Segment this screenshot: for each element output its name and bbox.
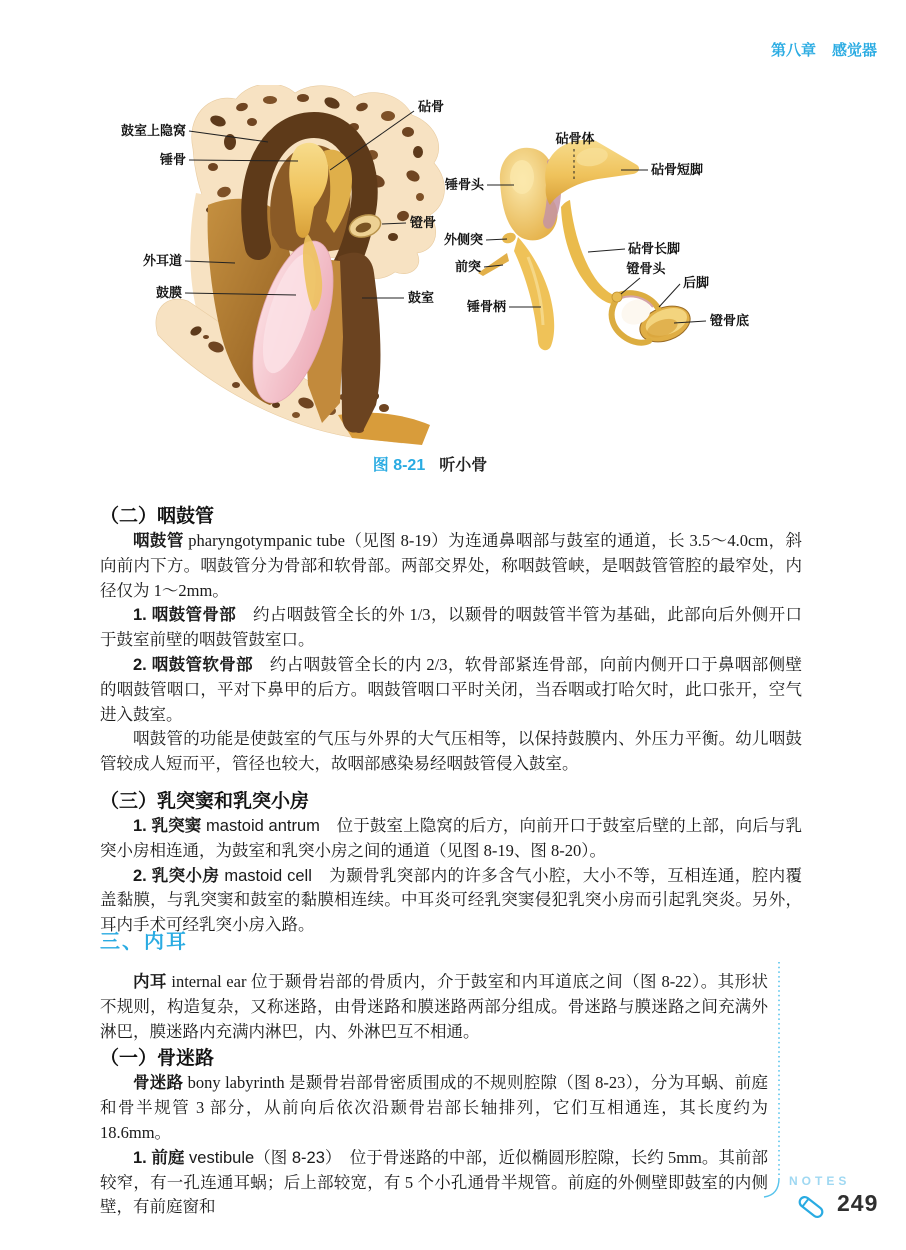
paragraph-lead: 骨迷路: [133, 1074, 184, 1093]
paragraph-bony-part: [100, 603, 802, 653]
paragraph-lead: 1. 前庭: [133, 1148, 185, 1167]
heading-bony-labyrinth: （一）骨迷路: [100, 1048, 215, 1070]
paragraph-lead: 内耳: [133, 973, 167, 991]
paragraph-vestibule: [100, 1146, 768, 1220]
figure-label-head-of-stapes: 镫骨头: [626, 261, 666, 276]
heading-pharyngotympanic-tube: （二）咽鼓管: [100, 506, 215, 527]
paragraph-bony-labyrinth: [100, 1071, 768, 1145]
paragraph-body: 位于鼓室上隐窝的后方，向前开口于鼓室后壁的上部，向后与乳突小房相连通，为鼓室和乳突小房之间的通道（见图 8-19、图 8-20）。: [100, 815, 802, 860]
paragraph-body: 约占咽鼓管全长的外 1/3，以颞骨的咽鼓管半管为基础，此部向后外侧开口于鼓室前壁的咽鼓管鼓室口。: [100, 605, 802, 650]
figure-caption: [100, 452, 760, 475]
figure-label-anterior-process: 前突: [454, 259, 481, 274]
paragraph-tube-function: 咽鼓管的功能是使鼓室的气压与外界的大气压相等，以保持鼓膜内、外压力平衡。幼儿咽鼓管较成人短而平，管径也较大，故咽部感染易经咽鼓管侵入鼓室。: [100, 729, 802, 774]
chapter-number: 第八章: [770, 42, 816, 59]
paragraph-lead: 咽鼓管: [133, 532, 184, 550]
chapter-title: 感觉器: [831, 42, 877, 59]
ossicles-figure-illustration: [100, 85, 760, 447]
paragraph-body: internal ear 位于颞骨岩部的骨质内，介于鼓室和内耳道底之间（图 8-22）。其形状不规则，构造复杂，又称迷路，由骨迷路和膜迷路两部分组成。骨迷路与膜迷路之间充满外淋巴，膜迷路内充满内淋巴，内、外淋巴互不相通。: [100, 972, 769, 1041]
paragraph-latin-term: mastoid cell: [219, 866, 312, 885]
notes-margin-rule: [760, 955, 800, 1205]
paragraph-body: 为颞骨乳突部内的许多含气小腔，大小不等，互相连通，腔内覆盖黏膜，与乳突窦和鼓室的黏膜相连续。中耳炎可经乳突窦侵犯乳突小房而引起乳突炎。另外，耳内手术可经乳突小房入路。: [100, 865, 803, 935]
paragraph-body: 位于骨迷路的中部，近似椭圆形腔隙，长约 5mm。其前部较窄，有一孔连通耳蜗；后上部较宽，有 5 个小孔通骨半规管。前庭的外侧壁即鼓室的内侧壁，有前庭窗和: [100, 1147, 768, 1217]
figure-label-incus: 砧骨: [418, 99, 445, 114]
figure-label-stapes: 镫骨: [410, 215, 437, 230]
paragraph-body: bony labyrinth 是颞骨岩部骨密质围成的不规则腔隙（图 8-23），分为耳蜗、前庭和骨半规管 3 部分，从前向后依次沿颞骨岩部长轴排列，它们互相通连，其长度约为 18.6mm。: [100, 1073, 768, 1142]
figure-label-base-of-stapes: 镫骨底: [710, 313, 750, 328]
figure-8-21: [100, 85, 760, 447]
figure-label-external-acoustic-meatus: 外耳道: [142, 253, 182, 268]
middle-ear-section-art: [156, 85, 445, 445]
figure-label-epitympanic-recess: 鼓室上隐窝: [120, 123, 186, 138]
figure-label-malleus: 锤骨: [159, 152, 186, 167]
figure-label-handle-of-malleus: 锤骨柄: [466, 299, 506, 314]
figure-caption-number: 图 8-21: [372, 457, 426, 474]
figure-label-body-of-incus: 砧骨体: [555, 131, 595, 146]
figure-label-tympanic-membrane: 鼓膜: [155, 285, 182, 300]
figure-label-posterior-crus: 后脚: [683, 275, 710, 290]
figure-label-head-of-malleus: 锤骨头: [444, 177, 484, 192]
figure-label-long-crus-of-incus: 砧骨长脚: [628, 241, 681, 256]
paragraph-lead: 1. 咽鼓管骨部: [133, 606, 237, 625]
paragraph-latin-term: vestibule（图 8-23）: [184, 1148, 334, 1167]
paragraph-mastoid-cells: [100, 864, 802, 938]
paragraph-lead: 2. 乳突小房: [133, 866, 220, 885]
paragraph-body: 约占咽鼓管全长的内 2/3，软骨部紧连骨部，向前内侧开口于鼻咽部侧壁的咽鼓管咽口，平对下鼻甲的后方。咽鼓管咽口平时关闭，当吞咽或打哈欠时，此口张开，空气进入鼓室。: [100, 654, 802, 724]
pen-icon: [793, 1193, 829, 1223]
figure-label-lateral-process: 外侧突: [443, 232, 483, 247]
heading-mastoid: （三）乳突窦和乳突小房: [100, 790, 310, 812]
main-text-lower: [100, 928, 768, 1220]
notes-label: NOTES: [789, 1174, 851, 1188]
page-number: 249: [837, 1190, 879, 1216]
paragraph-latin-term: mastoid antrum: [201, 816, 320, 835]
main-text-upper: [100, 504, 802, 938]
paragraph-lead: 1. 乳突窦: [133, 816, 202, 835]
chapter-header: [771, 39, 877, 60]
figure-label-short-crus-of-incus: 砧骨短脚: [651, 162, 704, 177]
paragraph-lead: 2. 咽鼓管软骨部: [133, 655, 254, 674]
paragraph-inner-ear: [100, 970, 768, 1044]
paragraph-body: pharyngotympanic tube（见图 8-19）为连通鼻咽部与鼓室的通道，长 3.5～4.0cm，斜向前内下方。咽鼓管分为骨部和软骨部。两部交界处，称咽鼓管峡，是咽鼓管管腔的最窄处，内径仅为 1～2mm。: [100, 531, 803, 600]
paragraph-pharyngotympanic: [100, 529, 802, 603]
figure-label-tympanic-cavity: 鼓室: [408, 290, 435, 305]
paragraph-cartilaginous-part: [100, 653, 802, 727]
heading-inner-ear: 三、内耳: [100, 931, 188, 953]
figure-caption-title: 听小骨: [439, 457, 488, 474]
paragraph-mastoid-antrum: [100, 814, 802, 864]
